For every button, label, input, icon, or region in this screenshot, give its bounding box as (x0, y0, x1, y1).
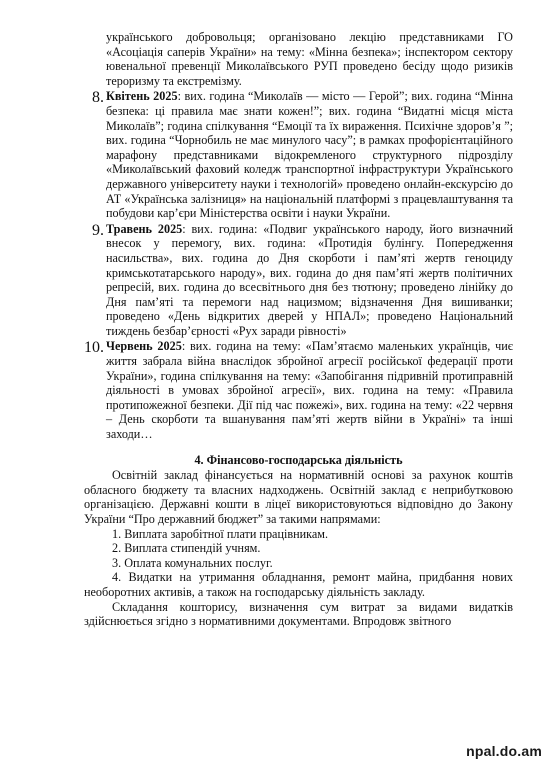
section-title: 4. Фінансово-господарська діяльність (194, 452, 403, 467)
item-text: : вих. година “Миколаїв — місто — Герой”; вих. година “Мінна безпека: ці правила має знати кожен!”; вих. година “Видатні місця міста Миколаїв”; година спілкування “Емоції та їх вираження. Психічне здоров’я ”; вих. година “Чорнобиль не має минулого часу”; в рамках профорієнтаційного марафону представниками відокремленого структурного підрозділу «Миколаївський фаховий коледж транспортної інфраструктури Українського державного університету науки і технологій» проведено онлайн-екскурсію до АТ «Українська залізниця» на національній платформі з працевлаштування та побудови кар’єри Міністерства освіти і науки України. (106, 89, 513, 221)
finance-list-item: 4. Видатки на утримання обладнання, ремонт майна, придбання нових необоротних активів, а також на господарську діяльність закладу. (84, 570, 513, 599)
item-month: Квітень 2025 (106, 89, 178, 104)
list-item-april (84, 89, 513, 220)
item-number: 10. (84, 339, 104, 357)
budget-paragraph: Складання кошторису, визначення сум витрат за видами видатків здійснюється згідно з нормативними документами. Впродовж звітного (84, 599, 513, 629)
item-month: Травень 2025 (106, 221, 183, 236)
item-paragraph (106, 339, 513, 441)
item-text: : вих. година на тему: «Пам’ятаємо маленьких українців, чиє життя забрала війна внаслідок збройної агресії російської федерації проти України», година спілкування на тему: «Запобігання підривній протиправній діяльності в умовах збройної агресії», вих. година на тему: «Правила протипожежної безпеки. Дії під час пожежі», вих. година на тему: «22 червня – День скорботи та вшанування пам’яті жертв війни в Україні» та інші заходи… (106, 339, 513, 442)
site-watermark: npal.do.am (466, 743, 542, 759)
list-item-may (84, 222, 513, 339)
item-month: Червень 2025 (106, 339, 182, 354)
item-number: 8. (92, 89, 104, 107)
finance-list-item: 3. Оплата комунальних послуг. (112, 555, 273, 570)
finance-list-item: 2. Виплата стипендій учням. (112, 541, 261, 556)
item-text: : вих. година: «Подвиг українського народу, його визначний внесок у перемогу, вих. година: «Протидія булінгу. Попередження насильства», вих. година до Дня скорботи і пам’яті жертв геноциду кримськотатарського народу», вих. година до дня пам’яті жертв політичних репресій, вих. година до всесвітнього дня без тютюну; проведено лінійку до Дня пам’яті та перемоги над нацизмом; відзначення Дня вишиванки; проведено «День відкритих дверей у НПАЛ»; проведено Національний тиждень безбар’єрності «Рух заради рівності» (106, 221, 513, 338)
item-number: 9. (92, 221, 104, 239)
item-paragraph (106, 222, 513, 339)
item-paragraph (106, 89, 513, 220)
intro-paragraph: українського добровольця; організовано лекцію представниками ГО «Асоціація саперів України» на тему: «Мінна безпека»; інспектором сектору ювенальної превенції Миколаївського РУП проведено бесіду щодо ризиків тероризму та екстремізму. (106, 30, 513, 88)
finance-list-item: 1. Виплата заробітної плати працівникам. (112, 526, 329, 541)
list-item-june (84, 339, 513, 441)
finance-paragraph: Освітній заклад фінансується на нормативній основі за рахунок коштів обласного бюджету та власних надходжень. Освітній заклад є неприбутковою організацією. Державні кошти в ліцеї використовуються відповідно до Закону України “Про державний бюджет” за такими напрямами: (84, 468, 513, 526)
